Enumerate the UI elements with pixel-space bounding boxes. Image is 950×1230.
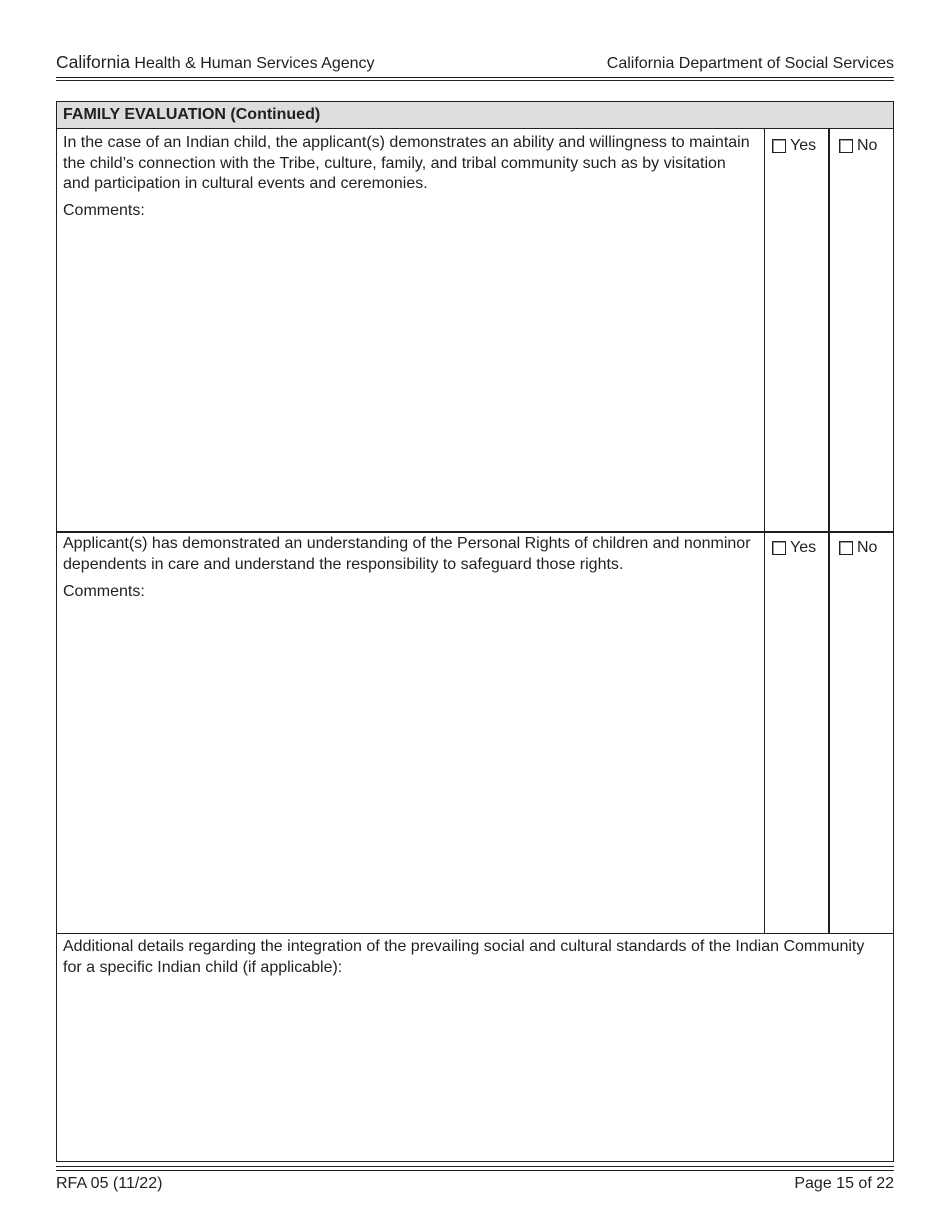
question-2-yes-label: Yes [790,539,817,556]
question-1-yes-checkbox[interactable] [772,139,786,153]
question-1-yes-label: Yes [790,137,817,154]
question-1-comments-label: Comments: [63,202,145,219]
footer-divider [56,1166,894,1167]
question-2-no-label: No [857,539,878,556]
question-2-no-option[interactable] [839,539,877,557]
question-1-text: In the case of an Indian child, the applicant(s) demonstrates an ability and willingness to maintain the child’s connection with the Tribe, culture, family, and tribal community such as by visitation and participation in cultural events and ceremonies. [63,134,750,192]
header-divider-2 [56,80,894,81]
agency-rest: Health & Human Services Agency [134,55,375,72]
additional-divider [57,933,893,934]
question-2-text: Applicant(s) has demonstrated an understanding of the Personal Rights of children and nonminor dependents in care and understand the responsibility to safeguard those rights. [63,535,751,573]
additional-details-text: Additional details regarding the integration of the prevailing social and cultural standards of the Indian Community for a specific Indian child (if applicable): [63,938,865,976]
question-1-no-option[interactable] [839,137,877,155]
section-title: FAMILY EVALUATION (Continued) [57,102,893,129]
question-2-comments-label: Comments: [63,583,145,600]
page-number: Page 15 of 22 [794,1175,894,1192]
question-1-no-label: No [857,137,878,154]
question-1-no-checkbox[interactable] [839,139,853,153]
question-2-no-checkbox[interactable] [839,541,853,555]
department-name: California Department of Social Services [606,55,894,72]
header-divider [56,77,894,78]
footer-divider-2 [56,1170,894,1171]
agency-name [56,52,375,73]
family-evaluation-table [56,101,894,1162]
form-id: RFA 05 (11/22) [56,1175,163,1192]
agency-state: California [56,52,130,72]
question-2-yes-checkbox[interactable] [772,541,786,555]
question-2-yes-option[interactable] [772,539,816,557]
question-divider [57,531,893,533]
question-1-yes-option[interactable] [772,137,816,155]
page-header [56,52,894,76]
